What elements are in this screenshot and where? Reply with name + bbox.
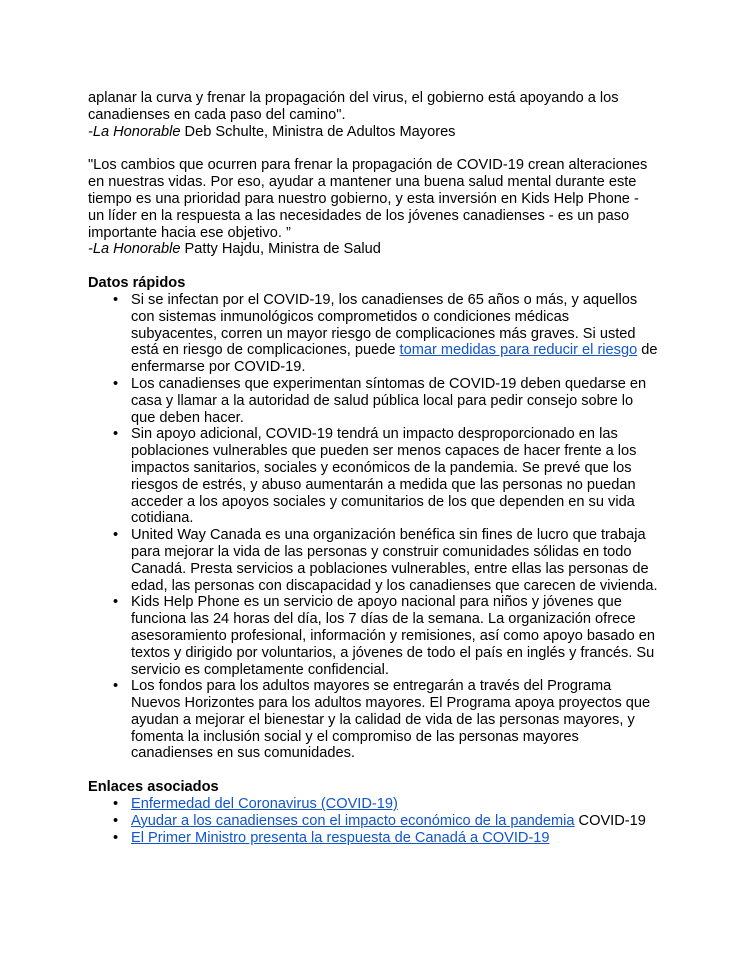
list-item-text: Si se infectan por el COVID-19, los canadienses de 65 años o más, y aquellos con sistemas inmunológicos comprometidos o condiciones médicas subyacentes, corren un mayor riesgo de complicaciones más graves. Si usted está en riesgo de complicaciones, puede [131,291,638,359]
attribution-title: -La Honorable [88,241,181,258]
quote-patty-hajdu [88,157,658,241]
list-item-text: Los canadienses que experimentan síntomas de COVID-19 deben quedarse en casa y llamar a la autoridad de salud pública local para pedir consejo sobre lo que deben hacer. [131,375,647,426]
list-item [88,813,658,830]
bullet-icon: • [113,375,119,392]
list-item-text: COVID-19 [574,812,646,829]
quick-facts-list [88,292,658,762]
list-item-text: Los fondos para los adultos mayores se entregarán a través del Programa Nuevos Horizontes para los adultos mayores. El Programa apoya proyectos que ayudan a mejorar el bienestar y la calidad de vida de las personas mayores, y fomenta la inclusión social y el compromiso de las personas mayores canadienses en sus comunidades. [131,678,651,762]
related-links-list [88,796,658,846]
reduce-risk-link[interactable]: tomar medidas para reducir el riesgo [399,342,638,359]
bullet-icon: • [113,796,119,813]
bullet-icon: • [113,812,119,829]
bullet-icon: • [113,527,119,544]
list-item-text: Kids Help Phone es un servicio de apoyo nacional para niños y jóvenes que funciona las 24 horas del día, los 7 días de la semana. La organización ofrece asesoramiento profesional, información y remisiones, así como apoyo basado en textos y dirigido por voluntarios, a jóvenes de todo el país en inglés y francés. Su servicio es completamente confidencial. [131,594,656,678]
list-item [88,594,658,678]
quote-deb-schulte [88,90,658,124]
bullet-icon: • [113,291,119,308]
attribution-deb-schulte [88,124,658,141]
related-links-heading: Enlaces asociados [88,779,219,796]
list-item-text: Sin apoyo adicional, COVID-19 tendrá un impacto desproporcionado en las poblaciones vulnerables que pueden ser menos capaces de hacer frente a los impactos sanitarios, sociales y económicos de la pandemia. Se prevé que los riesgos de estrés, y abuso aumentarán a medida que las personas no puedan acceder a los apoyos sociales y comunitarios de los que dependen en su vida cotidiana. [131,426,637,527]
list-item [88,426,658,527]
attribution-name: Patty Hajdu, Ministra de Salud [180,241,381,258]
bullet-icon: • [113,594,119,611]
quick-facts-heading: Datos rápidos [88,275,186,292]
list-item [88,376,658,426]
attribution-name: Deb Schulte, Ministra de Adultos Mayores [180,123,456,140]
list-item-text: de enfermarse por COVID-19. [131,342,658,376]
quote-text: "Los cambios que ocurren para frenar la propagación de COVID-19 crean alteraciones en nuestras vidas. Por eso, ayudar a mantener una buena salud mental durante este tiempo es una prioridad para nuestro gobierno, y esta inversión en Kids Help Phone - un líder en la respuesta a las necesidades de los jóvenes canadienses - es un paso importante hacia ese objetivo. ” [88,157,648,241]
coronavirus-disease-link[interactable]: Enfermedad del Coronavirus (COVID-19) [131,796,398,813]
document-body [88,90,658,846]
list-item [88,292,658,376]
quote-text: aplanar la curva y frenar la propagación del virus, el gobierno está apoyando a los canadienses en cada paso del camino". [88,90,619,123]
attribution-patty-hajdu [88,241,658,258]
paragraph-gap [88,140,658,157]
economic-impact-link[interactable]: Ayudar a los canadienses con el impacto económico de la pandemia [131,812,575,829]
list-item [88,830,658,847]
bullet-icon: • [113,829,119,846]
list-item [88,678,658,762]
list-item [88,527,658,594]
prime-minister-response-link[interactable]: El Primer Ministro presenta la respuesta de Canadá a COVID-19 [131,829,550,846]
list-item-text: United Way Canada es una organización benéfica sin fines de lucro que trabaja para mejorar la vida de las personas y construir comunidades sólidas en todo Canadá. Presta servicios a poblaciones vulnerables, entre ellas las personas de edad, las personas con discapacidad y los canadienses que carecen de vivienda. [131,527,658,594]
bullet-icon: • [113,678,119,695]
attribution-title: -La Honorable [88,123,181,140]
bullet-icon: • [113,426,119,443]
list-item [88,796,658,813]
